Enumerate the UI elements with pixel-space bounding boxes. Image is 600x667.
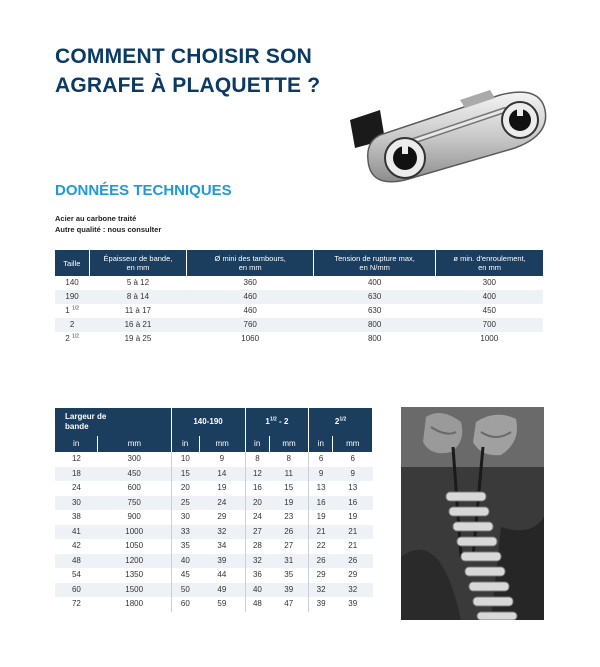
table-cell: 1800 xyxy=(98,597,171,612)
table-cell: 1350 xyxy=(98,568,171,583)
table-cell: 750 xyxy=(98,496,171,511)
table-header-row xyxy=(55,408,373,436)
table-cell: 39 xyxy=(333,597,373,612)
header-group-1half-2: $1^{1/2} - 2$ xyxy=(245,408,309,436)
table-cell: 450 xyxy=(98,467,171,482)
table-cell: 72 xyxy=(55,597,98,612)
table-cell: 600 xyxy=(98,481,171,496)
table-cell: 25 xyxy=(171,496,199,511)
table-cell: 1200 xyxy=(98,554,171,569)
table-cell: 42 xyxy=(55,539,98,554)
table-cell: 23 xyxy=(269,510,308,525)
table-cell: 27 xyxy=(245,525,269,540)
table-cell: 20 xyxy=(171,481,199,496)
table-cell: 21 xyxy=(333,539,373,554)
table-row xyxy=(55,510,373,525)
table-cell: 24 xyxy=(55,481,98,496)
table-cell: 59 xyxy=(199,597,245,612)
material-line-1: Acier au carbone traité xyxy=(55,214,137,223)
table-row: 2 $^{1/2}$ 19 à 25 1060 800 1000 xyxy=(55,332,543,346)
header-group-140-190: 140-190 xyxy=(171,408,245,436)
section-title: DONNÉES TECHNIQUES xyxy=(55,182,232,199)
table-cell: 31 xyxy=(269,554,308,569)
table-cell: 19 xyxy=(309,510,333,525)
table-cell: 34 xyxy=(199,539,245,554)
table-cell: 8 xyxy=(245,452,269,467)
header-group-2half: $2^{1/2}$ xyxy=(309,408,373,436)
table-row: 1 $^{1/2}$ 11 à 17 460 630 450 xyxy=(55,304,543,318)
table-row: 190 8 à 14 460 630 400 xyxy=(55,290,543,304)
table-cell: 45 xyxy=(171,568,199,583)
table-cell: 41 xyxy=(55,525,98,540)
table-cell: 29 xyxy=(333,568,373,583)
table-cell: 60 xyxy=(55,583,98,598)
table-cell: 35 xyxy=(171,539,199,554)
table-cell: 54 xyxy=(55,568,98,583)
table-cell: 39 xyxy=(199,554,245,569)
table-cell: 22 xyxy=(309,539,333,554)
table-cell: 32 xyxy=(333,583,373,598)
table-cell: 21 xyxy=(333,525,373,540)
table-cell: 300 xyxy=(98,452,171,467)
table-cell: 38 xyxy=(55,510,98,525)
belt-fastener-image xyxy=(340,80,562,190)
table-cell: 48 xyxy=(245,597,269,612)
table-cell: 18 xyxy=(55,467,98,482)
table-cell: 28 xyxy=(245,539,269,554)
table-cell: 40 xyxy=(245,583,269,598)
table-row xyxy=(55,481,373,496)
table-cell: 8 xyxy=(269,452,308,467)
table-cell: 13 xyxy=(333,481,373,496)
table-cell: 39 xyxy=(269,583,308,598)
table-row xyxy=(55,525,373,540)
material-line-2: Autre qualité : nous consulter xyxy=(55,225,162,234)
table-cell: 48 xyxy=(55,554,98,569)
table-row xyxy=(55,539,373,554)
table-cell: 19 xyxy=(333,510,373,525)
table-row xyxy=(55,597,373,612)
table-cell: 15 xyxy=(171,467,199,482)
table-cell: 39 xyxy=(309,597,333,612)
table-cell: 29 xyxy=(309,568,333,583)
header-epaisseur: Épaisseur de bande, en mm xyxy=(89,250,187,276)
title-line-2: AGRAFE À PLAQUETTE ? xyxy=(55,74,321,97)
table-cell: 16 xyxy=(245,481,269,496)
table-row xyxy=(55,496,373,511)
header-largeur: Largeur de bande xyxy=(55,408,171,436)
table-cell: 9 xyxy=(309,467,333,482)
table-cell: 47 xyxy=(269,597,308,612)
material-info xyxy=(55,213,161,235)
table-cell: 1050 xyxy=(98,539,171,554)
header-tambours: Ø mini des tambours, en mm xyxy=(187,250,314,276)
table-cell: 44 xyxy=(199,568,245,583)
table-cell: 26 xyxy=(333,554,373,569)
table-cell: 9 xyxy=(199,452,245,467)
table-row xyxy=(55,452,373,467)
table-cell: 40 xyxy=(171,554,199,569)
title-line-1: COMMENT CHOISIR SON xyxy=(55,45,312,68)
table-cell: 10 xyxy=(171,452,199,467)
table-row: 2 16 à 21 760 800 700 xyxy=(55,318,543,332)
table-row xyxy=(55,554,373,569)
table-cell: 20 xyxy=(245,496,269,511)
table-cell: 24 xyxy=(199,496,245,511)
table-cell: 26 xyxy=(309,554,333,569)
table-cell: 12 xyxy=(245,467,269,482)
table-cell: 32 xyxy=(309,583,333,598)
table-cell: 30 xyxy=(55,496,98,511)
table-cell: 19 xyxy=(199,481,245,496)
table-cell: 32 xyxy=(199,525,245,540)
table-cell: 50 xyxy=(171,583,199,598)
table-cell: 12 xyxy=(55,452,98,467)
table-cell: 26 xyxy=(269,525,308,540)
tech-specs-table xyxy=(55,250,543,346)
table-cell: 21 xyxy=(309,525,333,540)
table-cell: 35 xyxy=(269,568,308,583)
table-cell: 13 xyxy=(309,481,333,496)
table-cell: 6 xyxy=(309,452,333,467)
header-enroulement: ø min. d'enroulement, en mm xyxy=(436,250,543,276)
table-cell: 60 xyxy=(171,597,199,612)
table-cell: 36 xyxy=(245,568,269,583)
table-row xyxy=(55,467,373,482)
table-cell: 24 xyxy=(245,510,269,525)
page-title xyxy=(55,42,320,100)
table-cell: 49 xyxy=(199,583,245,598)
table-cell: 6 xyxy=(333,452,373,467)
table-cell: 16 xyxy=(309,496,333,511)
table-cell: 1000 xyxy=(98,525,171,540)
table-cell: 11 xyxy=(269,467,308,482)
header-taille: Taille xyxy=(55,250,89,276)
table-cell: 15 xyxy=(269,481,308,496)
table-cell: 32 xyxy=(245,554,269,569)
table-cell: 1500 xyxy=(98,583,171,598)
table-cell: 19 xyxy=(269,496,308,511)
table-cell: 30 xyxy=(171,510,199,525)
table-cell: 14 xyxy=(199,467,245,482)
table-cell: 16 xyxy=(333,496,373,511)
table-cell: 33 xyxy=(171,525,199,540)
table-row xyxy=(55,568,373,583)
table-cell: 900 xyxy=(98,510,171,525)
installation-photo xyxy=(401,407,544,620)
header-tension: Tension de rupture max, en N/mm xyxy=(314,250,436,276)
table-header-row xyxy=(55,250,543,276)
table-subheader-row: in mm in mm in mm in mm xyxy=(55,436,373,452)
table-cell: 29 xyxy=(199,510,245,525)
table-cell: 9 xyxy=(333,467,373,482)
belt-width-table xyxy=(55,408,373,612)
table-cell: 27 xyxy=(269,539,308,554)
table-row xyxy=(55,583,373,598)
table-row: 140 5 à 12 360 400 300 xyxy=(55,276,543,290)
